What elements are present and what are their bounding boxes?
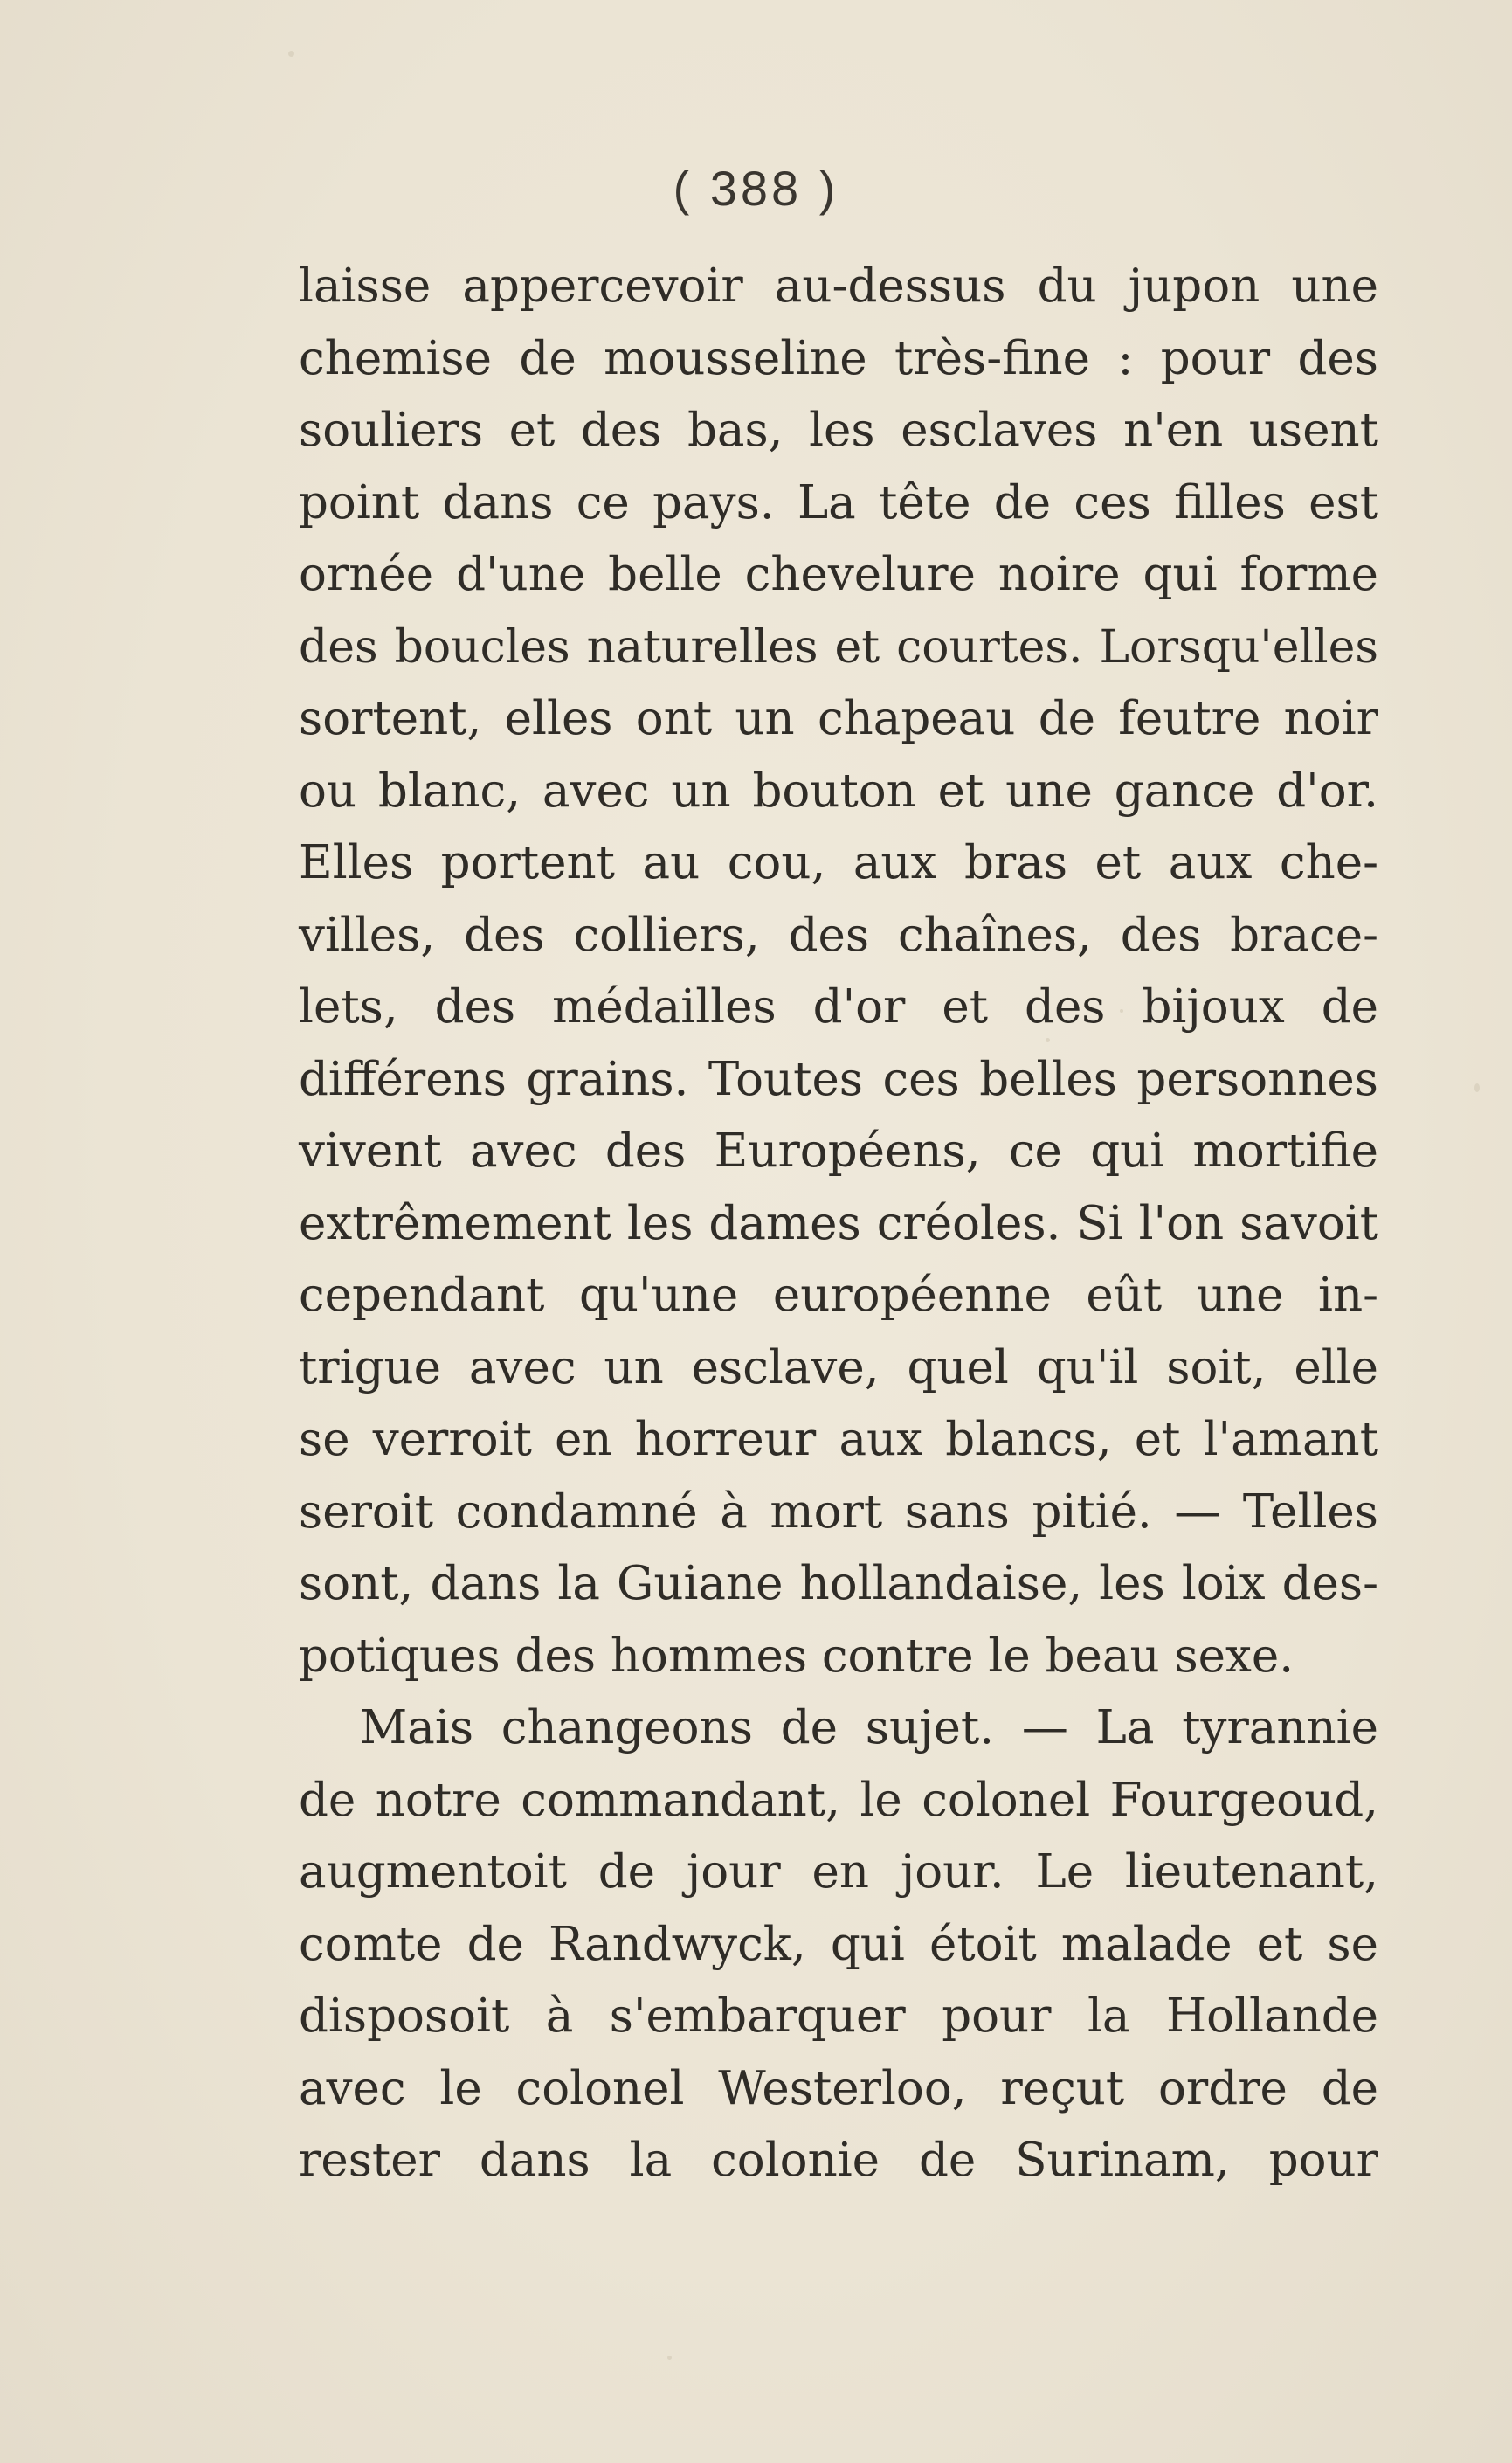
paragraph-1 — [299, 251, 1378, 1692]
text-line: souliers et des bas, les esclaves n'en usent — [299, 404, 1378, 457]
text-line: se verroit en horreur aux blancs, et l'amant — [299, 1413, 1378, 1466]
text-line: disposoit à s'embarquer pour la Hollande — [299, 1989, 1378, 2043]
text-line: extrêmement les dames créoles. Si l'on savoit — [299, 1196, 1378, 1250]
text-line: augmentoit de jour en jour. Le lieutenant, — [299, 1845, 1378, 1899]
text-line: point dans ce pays. La tête de ces filles est — [299, 475, 1378, 529]
text-line: trigue avec un esclave, quel qu'il soit, elle — [299, 1340, 1378, 1394]
body-text — [299, 251, 1378, 2197]
paper-spot — [667, 2356, 672, 2360]
text-line: des boucles naturelles et courtes. Lorsqu'elles — [299, 620, 1378, 674]
text-line: potiques des hommes contre le beau sexe. — [299, 1629, 1295, 1683]
text-line: sortent, elles ont un chapeau de feutre noir — [299, 692, 1378, 745]
text-line: comte de Randwyck, qui étoit malade et se — [299, 1917, 1378, 1971]
text-line: rester dans la colonie de Surinam, pour — [299, 2134, 1378, 2187]
page-number: ( 388 ) — [673, 161, 839, 216]
text-line: vivent avec des Européens, ce qui mortifie — [299, 1124, 1378, 1178]
paragraph-2 — [299, 1692, 1378, 2197]
text-line: ou blanc, avec un bouton et une gance d'or. — [299, 764, 1378, 818]
text-line: différens grains. Toutes ces belles personnes — [299, 1052, 1378, 1106]
text-line: laisse appercevoir au-dessus du jupon une — [299, 259, 1378, 313]
text-line: villes, des colliers, des chaînes, des brace- — [299, 908, 1378, 962]
paper-spot — [288, 51, 294, 57]
text-line: avec le colonel Westerloo, reçut ordre de — [299, 2061, 1378, 2115]
text-line: ornée d'une belle chevelure noire qui forme — [299, 548, 1378, 601]
text-line: lets, des médailles d'or et des bijoux de — [299, 980, 1378, 1034]
paper-spot — [1474, 1083, 1480, 1092]
text-line: sont, dans la Guiane hollandaise, les loix des- — [299, 1557, 1378, 1610]
text-line: cependant qu'une européenne eût une in- — [299, 1269, 1378, 1322]
text-line: Mais changeons de sujet. — La tyrannie — [360, 1701, 1378, 1754]
text-line: seroit condamné à mort sans pitié. — Telles — [299, 1484, 1378, 1539]
text-line: Elles portent au cou, aux bras et aux che- — [299, 836, 1378, 889]
text-line: de notre commandant, le colonel Fourgeoud, — [299, 1773, 1378, 1827]
text-line: chemise de mousseline très-fine : pour des — [299, 331, 1378, 385]
